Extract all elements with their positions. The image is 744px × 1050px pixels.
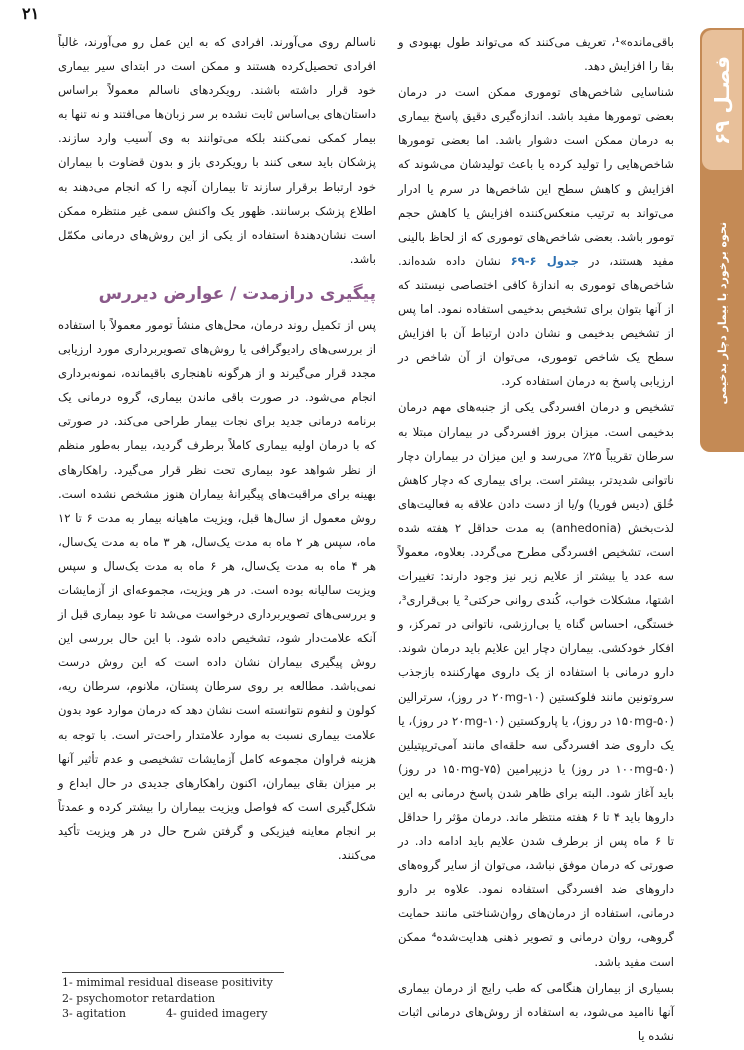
footnote: 2- psychomotor retardation — [62, 991, 216, 1005]
footnote: 3- agitation — [62, 1007, 126, 1020]
paragraph: ناسالم روی می‌آورند. افرادی که به این عمل رو می‌آورند، غالباً افرادی تحصیل‌کرده هستند و ممکن است در ابتدای سیر بیماری خود قرار داشته باشند. رویکردهای ناسالم معمولاً براساس داستان‌های بی‌اساس ثابت نشده بر سر زبان‌ها می‌افتند و نه تنها به بیمار کمکی نمی‌کنند بلکه می‌توانند به وی آسیب وارد سازند. پزشکان باید سعی کنند با رویکردی باز و بدون قضاوت با بیماران خود ارتباط برقرار سازند تا بیماران آنچه را که انجام می‌دهند به اطلاع پزشک برسانند. ظهور یک واکنش سمی غیر منتظره ممکن است نشان‌دهندهٔ استفاده از یکی از این روش‌های درمانی مکمّل باشد. — [58, 35, 376, 266]
paragraph: تشخیص و درمان افسردگی یکی از جنبه‌های مهم درمان بدخیمی است. میزان بروز افسردگی در بیماران مبتلا به سرطان تقریباً ۲۵٪ می‌رسد و این میزان در بیماران دچار ناتوانی شدیدتر، بیشتر است. برای بیماری که دچار کاهش خُلق (دیس فوریا) و/یا از دست دادن علاقه به فعالیت‌های لذت‌بخش (anhedonia) به مدت حداقل ۲ هفته شده است، تشخیص افسردگی مطرح می‌گردد. بعلاوه، معمولاً سه عدد یا بیشتر از علایم زیر نیز وجود دارند: تغییرات اشتها، مشکلات خواب، کُندی روانی حرکتی² یا بی‌قراری³، خستگی، احساس گناه یا بی‌ارزشی، ناتوانی در تمرکز، و افکار خودکشی. بیماران دچار این علایم باید درمان شوند. دارو درمانی با استفاده از یک داروی مهارکننده بازجذب سروتونین مانند فلوکستین (۱۰-۲۰mg در روز)، سرترالین (۵۰-۱۵۰mg در روز)، یا پاروکستین (۱۰-۲۰mg در روز)، یا یک داروی ضد افسردگی سه حلقه‌ای مانند آمی‌تریپتیلین (۵۰-۱۰۰mg در روز) یا دزیپرامین (۷۵-۱۵۰mg در روز) باید آغاز شود. البته برای ظاهر شدن پاسخ درمانی به این داروها باید ۴ تا ۶ هفته منتظر ماند. درمان مؤثر را حداقل تا ۶ ماه پس از برطرف شدن علایم باید ادامه داد. در صورتی که درمان موفق نباشد، می‌توان از سایر گروه‌های داروهای ضد افسردگی استفاده نمود. علاوه بر دارو درمانی، استفاده از درمان‌های روان‌شناختی مانند حمایت گروهی، روان درمانی و تصویر ذهنی هدایت‌شده⁴ ممکن است مفید باشد. — [398, 400, 675, 969]
section-heading: پیگیری درازمدت / عوارض دیررس — [98, 283, 376, 304]
paragraph-text: شناسایی شاخص‌های توموری ممکن است در درمان بعضی تومورها مفید باشد. اندازه‌گیری دقیق پاسخ بیماری به درمان ممکن است دشوار باشد. اما بعضی تومورها شاخص‌هایی را تولید کرده یا باعث تولیدشان می‌شوند که افزایش و کاهش سطح این شاخص‌ها در سرم یا ادرار می‌تواند به ترتیب منعکس‌کننده افزایش یا کاهش حجم تومور باشد. بعضی شاخص‌های توموری که از لحاظ بالینی مفید هستند، در — [398, 85, 674, 268]
footnote-divider — [62, 972, 284, 973]
paragraph-text: نشان داده شده‌اند. شاخص‌های توموری به اندازهٔ کافی اختصاصی نیستند که از آنها بتوان برای تشخیص بدخیمی استفاده نمود. اما پس از تشخیص بدخیمی و نشان دادن ارتباط آن با افزایش سطح یک شاخص توموری، می‌توان از آن شاخص در ارزیابی پاسخ به درمان استفاده کرد. — [398, 253, 674, 389]
paragraph: باقی‌مانده»¹، تعریف می‌کنند که می‌تواند طول بهبودی و بقا را افزایش دهد. — [398, 35, 674, 74]
right-column — [398, 30, 674, 1050]
footnote: 1- mimimal residual disease positivity — [62, 976, 273, 989]
footnote-row — [62, 1006, 362, 1022]
paragraph — [398, 80, 674, 393]
table-reference-link[interactable]: جدول ۶-۶۹ — [510, 253, 580, 268]
footnotes — [62, 975, 362, 1022]
footnote: 4- guided imagery — [165, 1007, 268, 1020]
chapter-title-box — [702, 178, 742, 448]
chapter-label: فصـل ۶۹ — [710, 55, 734, 145]
chapter-label-box — [702, 30, 742, 170]
chapter-title: نحوه برخورد با بیمار دچار بدخیمی — [715, 221, 729, 405]
paragraph: بسیاری از بیماران هنگامی که طب رایج از درمان بیماری آنها ناامید می‌شود، به استفاده از روش‌های درمانی اثبات نشده یا — [398, 980, 674, 1043]
left-column — [58, 30, 376, 869]
paragraph: پس از تکمیل روند درمان، محل‌های منشأ تومور معمولاً با استفاده از بررسی‌های رادیوگرافی یا روش‌های تصویربرداری مورد ارزیابی مجدد قرار می‌گیرند و از هرگونه ناهنجاری باقیمانده، نمونه‌برداری انجام می‌شود. در صورت باقی ماندن بیماری، گروه درمانی یک برنامه درمانی جدید برای نجات بیمار طراحی می‌کند. در صورتی که با درمان اولیه بیماری کاملاً برطرف گردید، بیمار به‌طور منظم از نظر شواهد عود بیماری تحت نظر قرار می‌گیرد. راهکارهای بهینه برای مراقبت‌های پیگیرانهٔ بیماران هنوز مشخص نشده است. روش معمول از سال‌ها قبل، ویزیت ماهیانه بیمار به مدت ۶ تا ۱۲ ماه، سپس هر ۲ ماه به مدت یک‌سال، هر ۳ ماه به مدت یک‌سال، هر ۴ ماه به مدت یک‌سال، هر ۶ ماه به مدت یک‌سال و سپس ویزیت سالیانه بوده است. در هر ویزیت، مجموعه‌ای از آزمایشات و بررسی‌های تصویربرداری درخواست می‌شد تا عود بیماری قبل از آنکه علامت‌دار شود، تشخیص داده شود. با این حال بررسی این روش پیگیری بیماران نشان داده است که این روش درست نمی‌باشد. مطالعه بر روی سرطان پستان، ملانوم، سرطان ریه، کولون و لنفوم نتوانسته است نشان دهد که درمان موارد عود بدون علامت بیماری نسبت به موارد علامتدار راحت‌تر است. با توجه به هزینه فراوان مجموعه کامل آزمایشات تشخیصی و عدم تأثیر آنها بر میزان بقای بیماران، اکنون راهکارهای جدیدی در حال ابداع و شکل‌گیری است که فواصل ویزیت بیماران را بیشتر کرده و عمدتاً بر انجام معاینه فیزیکی و گرفتن شرح حال در هر ویزیت تأکید می‌کنند. — [58, 317, 377, 862]
page-number: ۲۱ — [22, 4, 40, 23]
